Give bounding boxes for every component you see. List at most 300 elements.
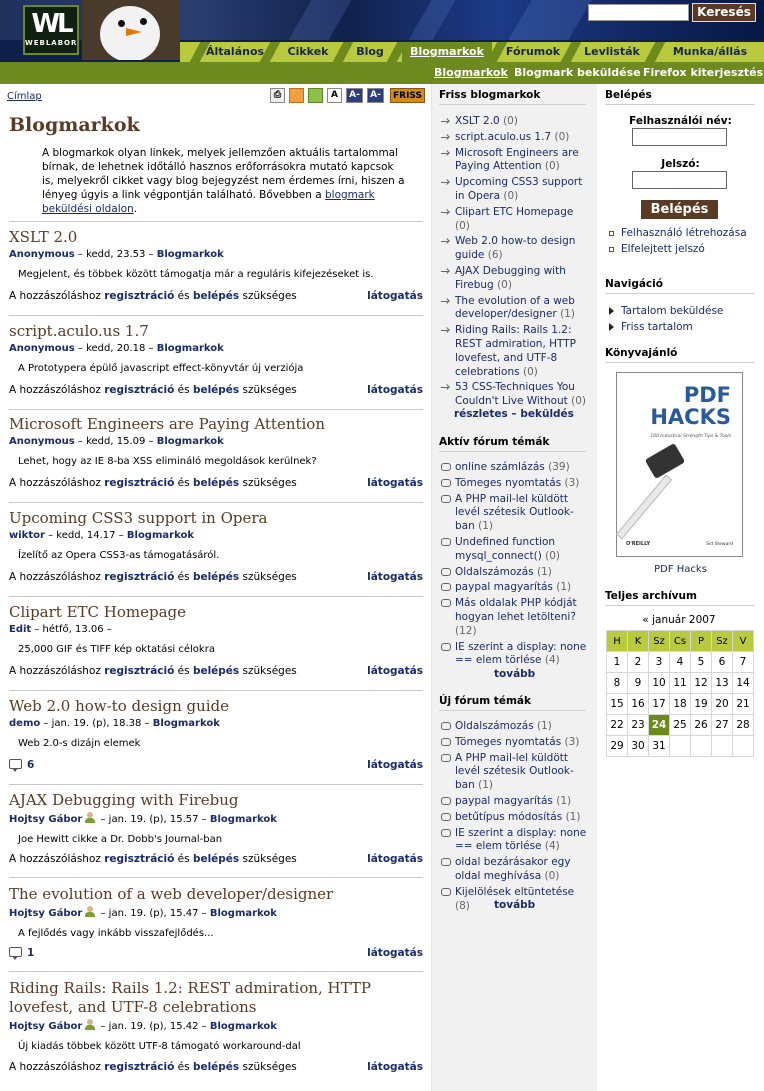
list-item-count: (1) bbox=[565, 810, 581, 823]
page-title: Blogmarkok bbox=[9, 114, 140, 136]
calendar-day[interactable]: 28 bbox=[733, 715, 754, 736]
sub-nav bbox=[0, 62, 764, 84]
square-bullet-icon bbox=[609, 247, 614, 252]
post-footer bbox=[9, 665, 423, 677]
registration-link[interactable]: regisztráció bbox=[104, 571, 175, 583]
post-author-link[interactable]: Anonymous bbox=[9, 249, 75, 260]
login-links bbox=[605, 225, 760, 257]
post-title-link[interactable]: Web 2.0 how-to design guide bbox=[9, 697, 230, 715]
login-link-label: Elfelejtett jelszó bbox=[621, 243, 705, 255]
friss-button[interactable]: FRISS bbox=[390, 88, 425, 103]
post-title-link[interactable]: The evolution of a web developer/designer bbox=[9, 885, 334, 903]
post-title-link[interactable]: AJAX Debugging with Firebug bbox=[9, 791, 239, 809]
friss-blogmarkok-heading: Friss blogmarkok bbox=[439, 89, 541, 101]
post-footer bbox=[9, 477, 423, 489]
list-item-count: (0) bbox=[503, 189, 519, 202]
blog-post bbox=[9, 697, 423, 771]
post-category-link[interactable]: Blogmarkok bbox=[156, 436, 224, 447]
archive-heading: Teljes archívum bbox=[605, 590, 697, 602]
list-item-count: (0) bbox=[503, 115, 518, 127]
list-item[interactable] bbox=[439, 795, 589, 809]
nav-item-cikkek[interactable]: Cikkek bbox=[287, 45, 329, 58]
footer-and: és bbox=[174, 290, 193, 302]
snowman-image bbox=[82, 0, 180, 60]
post-title-link[interactable]: Riding Rails: Rails 1.2: REST admiration, HTTP lovefest, and UTF-8 celebrations bbox=[9, 979, 372, 1016]
post-footer bbox=[9, 1061, 423, 1073]
arrow-icon bbox=[441, 179, 450, 186]
calendar-week bbox=[607, 673, 754, 694]
calendar-day[interactable]: 19 bbox=[691, 694, 712, 715]
middle-sidebar bbox=[432, 84, 597, 1091]
post-author-link[interactable]: Anonymous bbox=[9, 436, 75, 447]
list-item-count: (4) bbox=[544, 654, 560, 667]
list-item-label: A PHP mail-lel küldött levél szétesik Outlook-ban bbox=[455, 751, 574, 792]
list-item[interactable] bbox=[439, 131, 589, 145]
reszletes-link[interactable]: részletes bbox=[454, 408, 508, 420]
post-date: – jan. 19. (p), 15.42 – bbox=[97, 1021, 210, 1032]
blog-post bbox=[9, 415, 423, 489]
post-title-link[interactable]: Upcoming CSS3 support in Opera bbox=[9, 509, 268, 527]
list-item-count: (1) bbox=[556, 794, 572, 807]
triangle-bullet-icon bbox=[609, 323, 614, 331]
post-author-link[interactable]: wiktor bbox=[9, 530, 45, 541]
nav-item-levlistak[interactable]: Levlisták bbox=[584, 45, 640, 58]
login-link-item[interactable] bbox=[605, 241, 760, 257]
visits-link[interactable]: látogatás bbox=[367, 384, 423, 396]
calendar-day[interactable]: 11 bbox=[670, 673, 691, 694]
arrow-icon bbox=[441, 384, 450, 391]
post-title-link[interactable]: XSLT 2.0 bbox=[9, 228, 78, 246]
calendar-day[interactable]: 2 bbox=[628, 652, 649, 673]
list-item-label: Tömeges nyomtatás bbox=[455, 735, 562, 748]
calendar-day[interactable]: 5 bbox=[691, 652, 712, 673]
blog-post bbox=[9, 509, 423, 583]
intro-link[interactable]: blogmark beküldési oldalon bbox=[42, 189, 375, 215]
right-sidebar bbox=[597, 84, 764, 1091]
post-author-link[interactable]: Hojtsy Gábor bbox=[9, 814, 83, 825]
calendar-day[interactable]: 14 bbox=[733, 673, 754, 694]
list-item-count: (1) bbox=[537, 565, 552, 578]
post-meta bbox=[9, 530, 423, 541]
arrow-icon bbox=[441, 134, 450, 141]
list-item[interactable] bbox=[439, 235, 589, 263]
list-item[interactable] bbox=[439, 566, 589, 580]
list-item-label: script.aculo.us 1.7 bbox=[455, 130, 552, 143]
post-title-link[interactable]: script.aculo.us 1.7 bbox=[9, 322, 149, 340]
footer-and: és bbox=[174, 853, 193, 865]
divider bbox=[9, 409, 423, 410]
list-item[interactable] bbox=[439, 477, 589, 491]
login-link[interactable]: belépés bbox=[192, 571, 240, 583]
rss-icon[interactable] bbox=[308, 88, 323, 103]
bekuldes-link[interactable]: beküldés bbox=[520, 408, 574, 420]
calendar-day[interactable]: 25 bbox=[670, 715, 691, 736]
post-footer bbox=[9, 853, 423, 865]
nav-item-forumok[interactable]: Fórumok bbox=[505, 45, 561, 58]
book-cover[interactable] bbox=[616, 372, 743, 557]
list-item[interactable] bbox=[439, 736, 589, 750]
visits-link[interactable]: látogatás bbox=[367, 571, 423, 583]
calendar-day[interactable]: 27 bbox=[712, 715, 733, 736]
calendar-day[interactable]: 3 bbox=[649, 652, 670, 673]
calendar-day[interactable]: 22 bbox=[607, 715, 628, 736]
calendar-empty-cell bbox=[670, 736, 691, 757]
list-item-label: A PHP mail-lel küldött levél szétesik Outlook-ban bbox=[455, 492, 574, 533]
calendar-day[interactable]: 16 bbox=[628, 694, 649, 715]
book-cover-title: PDF HACKS bbox=[650, 383, 731, 429]
post-title-link[interactable]: Microsoft Engineers are Paying Attention bbox=[9, 415, 325, 433]
font-larger-icon[interactable]: A- bbox=[346, 88, 363, 103]
arrow-icon bbox=[441, 268, 450, 275]
calendar-day[interactable]: 15 bbox=[607, 694, 628, 715]
list-item-count: (12) bbox=[455, 624, 477, 637]
hammer-icon bbox=[616, 475, 672, 540]
post-category-link[interactable]: Blogmarkok bbox=[209, 908, 277, 919]
calendar-day[interactable]: 26 bbox=[691, 715, 712, 736]
list-item[interactable] bbox=[439, 720, 589, 734]
calendar-day[interactable]: 6 bbox=[712, 652, 733, 673]
post-footer bbox=[9, 384, 423, 396]
post-author-link[interactable]: demo bbox=[9, 718, 41, 729]
list-item[interactable] bbox=[439, 381, 589, 409]
post-meta bbox=[9, 1019, 423, 1032]
list-item-label: Undefined function mysql_connect() bbox=[455, 535, 556, 562]
navigation-link[interactable] bbox=[605, 319, 760, 335]
footer-and: és bbox=[174, 384, 193, 396]
list-item[interactable] bbox=[439, 324, 589, 379]
comment-count: 6 bbox=[27, 759, 35, 771]
list-item-label: The evolution of a web developer/designer bbox=[455, 294, 575, 321]
username-field[interactable] bbox=[632, 128, 727, 146]
logo-mark: WL bbox=[31, 9, 71, 39]
footer-suffix: szükséges bbox=[239, 384, 297, 396]
subnav-firefox-kiterjesztes[interactable]: Firefox kiterjesztés bbox=[643, 66, 764, 79]
calendar-day-header: V bbox=[733, 631, 754, 652]
friss-blogmarkok-list bbox=[439, 115, 589, 411]
subnav-blogmark-bekuldese[interactable]: Blogmark beküldése bbox=[514, 66, 641, 79]
comment-bubble-icon bbox=[441, 538, 451, 546]
divider bbox=[9, 971, 423, 972]
comment-icon bbox=[9, 947, 22, 957]
book-author: Sid Steward bbox=[706, 542, 733, 547]
calendar-day[interactable]: 21 bbox=[733, 694, 754, 715]
list-item-label: Upcoming CSS3 support in Opera bbox=[455, 176, 583, 202]
registration-link[interactable]: regisztráció bbox=[104, 290, 175, 302]
list-item-count: (3) bbox=[564, 735, 580, 748]
post-teaser: A fejlődés vagy inkább visszafejlődés... bbox=[18, 928, 214, 939]
post-author-link[interactable]: Hojtsy Gábor bbox=[9, 908, 83, 919]
calendar-day-header: H bbox=[607, 631, 628, 652]
comment-bubble-icon bbox=[441, 829, 451, 837]
post-teaser: Joe Hewitt cikke a Dr. Dobb's Journal-ban bbox=[18, 834, 223, 845]
calendar-day[interactable]: 8 bbox=[607, 673, 628, 694]
login-link[interactable]: belépés bbox=[192, 853, 240, 865]
calendar-day-header: Sz bbox=[712, 631, 733, 652]
list-item-count: (0) bbox=[522, 365, 538, 378]
post-author-link[interactable]: Hojtsy Gábor bbox=[9, 1021, 83, 1032]
login-link-label: Felhasználó létrehozása bbox=[621, 227, 747, 239]
registration-link[interactable]: regisztráció bbox=[104, 853, 175, 865]
list-item[interactable] bbox=[439, 265, 589, 293]
comment-bubble-icon bbox=[441, 722, 451, 730]
navigation-link[interactable] bbox=[605, 303, 760, 319]
list-item[interactable] bbox=[439, 493, 589, 534]
post-footer bbox=[9, 571, 423, 583]
calendar-day[interactable]: 12 bbox=[691, 673, 712, 694]
post-meta bbox=[9, 718, 423, 729]
comment-bubble-icon bbox=[441, 568, 451, 576]
footer-prefix: A hozzászóláshoz bbox=[9, 571, 105, 583]
aktiv-forum-heading: Aktív fórum témák bbox=[439, 436, 550, 448]
calendar-week bbox=[607, 715, 754, 736]
blog-post bbox=[9, 791, 423, 865]
comment-bubble-icon bbox=[441, 495, 451, 503]
footer-prefix: A hozzászóláshoz bbox=[9, 384, 105, 396]
calendar-day[interactable]: 20 bbox=[712, 694, 733, 715]
post-category-link[interactable]: Blogmarkok bbox=[152, 718, 220, 729]
login-heading: Belépés bbox=[605, 89, 652, 101]
password-label: Jelszó: bbox=[661, 158, 700, 170]
list-item-count: (1) bbox=[478, 779, 493, 792]
calendar-day[interactable]: 1 bbox=[607, 652, 628, 673]
breadcrumb[interactable]: Címlap bbox=[7, 91, 42, 102]
list-item-count: (0) bbox=[455, 219, 470, 232]
list-item-count: (1) bbox=[478, 520, 493, 533]
list-item-count: (1) bbox=[556, 581, 572, 594]
list-item-label: 53 CSS-Techniques You Couldn't Live Without bbox=[455, 381, 575, 408]
main-nav bbox=[180, 42, 764, 62]
calendar-month-link[interactable]: « január 2007 bbox=[642, 614, 716, 626]
rss-icon[interactable] bbox=[289, 88, 304, 103]
calendar-day[interactable]: 7 bbox=[733, 652, 754, 673]
post-footer bbox=[9, 290, 423, 302]
registration-link[interactable]: regisztráció bbox=[104, 384, 175, 396]
calendar-day[interactable]: 29 bbox=[607, 736, 628, 757]
arrow-icon bbox=[441, 118, 450, 125]
post-footer bbox=[9, 759, 423, 771]
calendar-day[interactable]: 31 bbox=[649, 736, 670, 757]
list-item[interactable] bbox=[439, 115, 589, 129]
book-caption-link[interactable]: PDF Hacks bbox=[654, 564, 707, 575]
list-item-label: oldal bezárásakor egy oldal meghívása bbox=[455, 856, 571, 882]
calendar-day[interactable]: 4 bbox=[670, 652, 691, 673]
aktiv-forum-more-link[interactable]: tovább bbox=[494, 668, 536, 680]
footer-and: és bbox=[174, 477, 193, 489]
comment-count: 1 bbox=[27, 947, 35, 959]
post-date: – kedd, 14.17 – bbox=[44, 530, 127, 541]
list-item[interactable] bbox=[439, 206, 589, 234]
list-item-count: (8) bbox=[455, 899, 470, 912]
post-date: – jan. 19. (p), 15.57 – bbox=[97, 814, 210, 825]
comment-bubble-icon bbox=[441, 754, 451, 762]
list-item-label: Oldalszámozás bbox=[455, 720, 534, 732]
list-item[interactable] bbox=[439, 581, 589, 595]
list-item[interactable] bbox=[439, 641, 589, 669]
square-bullet-icon bbox=[609, 231, 614, 236]
visits-link[interactable]: látogatás bbox=[367, 1061, 423, 1073]
calendar-day-header: K bbox=[628, 631, 649, 652]
list-item-count: (6) bbox=[487, 249, 503, 262]
post-date: – hétfő, 13.06 – bbox=[31, 624, 112, 635]
hammer-head-icon bbox=[645, 443, 685, 479]
footer-suffix: szükséges bbox=[239, 665, 297, 677]
list-item[interactable] bbox=[439, 295, 589, 323]
search-input[interactable] bbox=[588, 4, 689, 21]
nav-item-blogmarkok[interactable]: Blogmarkok bbox=[402, 42, 492, 62]
list-item-label: paypal magyarítás bbox=[455, 794, 553, 807]
navigation-heading: Navigáció bbox=[605, 278, 663, 290]
list-item[interactable] bbox=[439, 811, 589, 825]
blog-post bbox=[9, 885, 423, 959]
uj-forum-list bbox=[439, 720, 589, 915]
comment-bubble-icon bbox=[441, 738, 451, 746]
comment-icon bbox=[9, 759, 22, 769]
calendar-day[interactable]: 30 bbox=[628, 736, 649, 757]
comment-bubble-icon bbox=[441, 643, 451, 651]
calendar-day-header: Sz bbox=[649, 631, 670, 652]
logo-wordmark: WEBLABOR bbox=[25, 39, 78, 47]
book-publisher: O'REILLY bbox=[626, 541, 651, 547]
search-button[interactable]: Keresés bbox=[692, 3, 756, 22]
list-item-label: Web 2.0 how-to design guide bbox=[455, 235, 576, 262]
list-item[interactable] bbox=[439, 536, 589, 564]
calendar-week bbox=[607, 652, 754, 673]
archive-calendar bbox=[606, 630, 754, 757]
arrow-icon bbox=[441, 327, 450, 334]
visits-link[interactable]: látogatás bbox=[367, 665, 423, 677]
list-item[interactable] bbox=[439, 827, 589, 855]
comments-link[interactable] bbox=[9, 759, 34, 771]
post-title-link[interactable]: Clipart ETC Homepage bbox=[9, 603, 187, 621]
calendar-day[interactable]: 18 bbox=[670, 694, 691, 715]
footer-and: és bbox=[174, 571, 193, 583]
post-date: – kedd, 15.09 – bbox=[74, 436, 157, 447]
post-author-link[interactable]: Anonymous bbox=[9, 343, 75, 354]
blog-post bbox=[9, 603, 423, 677]
font-size-icon[interactable]: A bbox=[327, 88, 342, 103]
comment-bubble-icon bbox=[441, 888, 451, 896]
calendar-day-header: Cs bbox=[670, 631, 691, 652]
site-logo[interactable] bbox=[23, 5, 79, 55]
registration-link[interactable]: regisztráció bbox=[104, 477, 175, 489]
list-item[interactable] bbox=[439, 856, 589, 884]
list-item[interactable] bbox=[439, 597, 589, 638]
calendar-day[interactable]: 23 bbox=[628, 715, 649, 736]
post-author-link[interactable]: Edit bbox=[9, 624, 32, 635]
list-item[interactable] bbox=[439, 461, 589, 475]
list-item-label: paypal magyarítás bbox=[455, 581, 553, 594]
login-link-item[interactable] bbox=[605, 225, 760, 241]
comment-bubble-icon bbox=[441, 583, 451, 591]
post-date: – jan. 19. (p), 18.38 – bbox=[40, 718, 153, 729]
comment-bubble-icon bbox=[441, 797, 451, 805]
post-meta bbox=[9, 812, 423, 825]
visits-link[interactable]: látogatás bbox=[367, 853, 423, 865]
list-item-count: (0) bbox=[545, 549, 561, 562]
post-date: – jan. 19. (p), 15.47 – bbox=[97, 908, 210, 919]
post-meta bbox=[9, 343, 423, 354]
footer-suffix: szükséges bbox=[239, 853, 297, 865]
login-button[interactable]: Belépés bbox=[641, 200, 718, 219]
list-item-count: (4) bbox=[544, 840, 560, 853]
footer-prefix: A hozzászóláshoz bbox=[9, 665, 105, 677]
list-item[interactable] bbox=[439, 147, 589, 175]
list-item-label: XSLT 2.0 bbox=[455, 115, 500, 127]
post-category-link[interactable]: Blogmarkok bbox=[156, 249, 224, 260]
calendar-empty-cell bbox=[691, 736, 712, 757]
nav-item-blog[interactable]: Blog bbox=[356, 45, 384, 58]
list-item-count: (0) bbox=[571, 395, 587, 408]
uj-forum-more-link[interactable]: tovább bbox=[494, 899, 536, 911]
calendar-day[interactable]: 10 bbox=[649, 673, 670, 694]
intro-end: . bbox=[133, 203, 138, 215]
footer-suffix: szükséges bbox=[239, 477, 297, 489]
print-icon[interactable]: ⎙ bbox=[270, 88, 285, 103]
calendar-day[interactable]: 9 bbox=[628, 673, 649, 694]
subnav-blogmarkok[interactable]: Blogmarkok bbox=[434, 66, 508, 79]
post-category-link[interactable]: Blogmarkok bbox=[209, 814, 277, 825]
arrow-icon bbox=[441, 238, 450, 245]
post-teaser: Ízelítő az Opera CSS3-as támogatásáról. bbox=[18, 550, 220, 561]
registration-link[interactable]: regisztráció bbox=[104, 665, 175, 677]
login-link[interactable]: belépés bbox=[192, 1061, 240, 1073]
list-item-label: Tömeges nyomtatás bbox=[455, 476, 562, 489]
aktiv-forum-list bbox=[439, 461, 589, 670]
login-link[interactable]: belépés bbox=[192, 384, 240, 396]
friss-more-links bbox=[454, 408, 574, 420]
footer-and: és bbox=[174, 665, 193, 677]
user-icon bbox=[85, 906, 95, 917]
list-item-count: (1) bbox=[537, 720, 552, 732]
post-teaser: Lehet, hogy az IE 8-ba XSS elimináló megoldások kerülnek? bbox=[18, 456, 317, 467]
login-link[interactable]: belépés bbox=[192, 665, 240, 677]
list-item-label: online számlázás bbox=[455, 461, 545, 473]
calendar-day[interactable]: 17 bbox=[649, 694, 670, 715]
visits-link[interactable]: látogatás bbox=[367, 290, 423, 302]
list-item[interactable] bbox=[439, 176, 589, 204]
login-link[interactable]: belépés bbox=[192, 290, 240, 302]
list-item[interactable] bbox=[439, 752, 589, 793]
user-icon bbox=[85, 1019, 95, 1030]
login-link[interactable]: belépés bbox=[192, 477, 240, 489]
post-category-link[interactable]: Blogmarkok bbox=[156, 343, 224, 354]
nav-item-altalanos[interactable]: Általános bbox=[205, 45, 265, 58]
comment-bubble-icon bbox=[441, 599, 451, 607]
footer-suffix: szükséges bbox=[239, 1061, 297, 1073]
calendar-empty-cell bbox=[733, 736, 754, 757]
post-teaser: Megjelent, és többek között támogatja már a reguláris kifejezéseket is. bbox=[18, 269, 374, 280]
registration-link[interactable]: regisztráció bbox=[104, 1061, 175, 1073]
visits-link[interactable]: látogatás bbox=[367, 947, 423, 959]
list-item-count: (1) bbox=[560, 308, 575, 321]
calendar-day[interactable]: 13 bbox=[712, 673, 733, 694]
font-smaller-icon[interactable]: A- bbox=[367, 88, 384, 103]
visits-link[interactable]: látogatás bbox=[367, 759, 423, 771]
nav-item-munka-allas[interactable]: Munka/állás bbox=[672, 45, 748, 58]
divider bbox=[9, 784, 423, 785]
divider bbox=[9, 877, 423, 878]
post-category-link[interactable]: Blogmarkok bbox=[209, 1021, 277, 1032]
post-category-link[interactable]: Blogmarkok bbox=[126, 530, 194, 541]
visits-link[interactable]: látogatás bbox=[367, 477, 423, 489]
post-date: – kedd, 20.18 – bbox=[74, 343, 157, 354]
password-field[interactable] bbox=[632, 171, 727, 189]
post-teaser: Új kiadás többek között UTF-8 támogató workaround-dal bbox=[18, 1041, 301, 1052]
calendar-day[interactable]: 24 bbox=[649, 715, 670, 736]
comments-link[interactable] bbox=[9, 947, 34, 959]
post-teaser: Web 2.0-s dizájn elemek bbox=[18, 738, 141, 749]
divider bbox=[9, 502, 423, 503]
